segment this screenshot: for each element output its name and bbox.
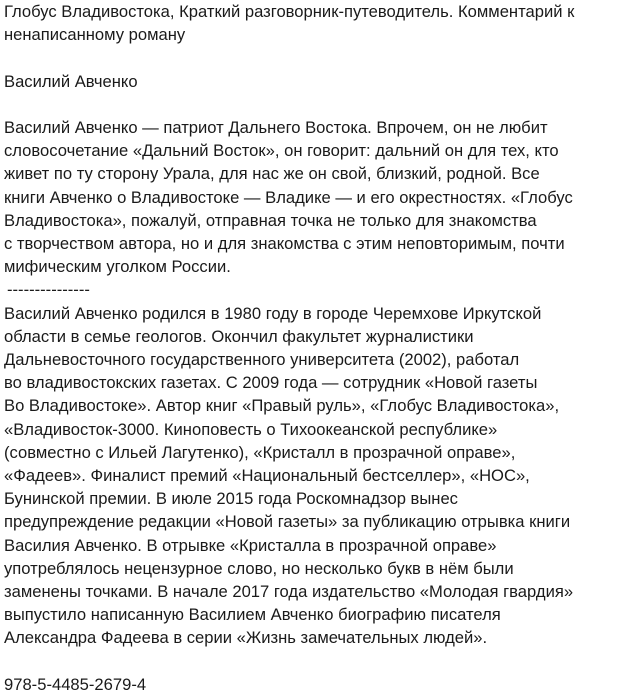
bio-line: заменены точками. В начале 2017 года издательство «Молодая гвардия» <box>4 582 574 602</box>
book-title <box>4 0 628 46</box>
author-name <box>4 70 628 93</box>
annotation-line: словосочетание «Дальний Восток», он говорит: дальний он для тех, кто <box>4 141 559 161</box>
title-line: ненаписанному роману <box>4 25 186 45</box>
annotation-line: с творчеством автора, но и для знакомства с этим неповторимым, почти <box>4 234 565 253</box>
isbn <box>4 673 628 696</box>
spacer <box>4 46 628 69</box>
annotation-line: живет по ту сторону Урала, для нас же он свой, близкий, родной. Все <box>4 164 540 184</box>
document-body <box>4 0 628 696</box>
bio-line: предупреждение редакции «Новой газеты» за публикацию отрывка книги <box>4 512 571 532</box>
bio-line: «Владивосток-3000. Киноповесть о Тихоокеанской республике» <box>4 419 498 439</box>
bio-line: области в семье геологов. Окончил факультет журналистики <box>4 326 474 346</box>
section-separator <box>4 278 628 301</box>
annotation-paragraph <box>4 116 628 278</box>
annotation-line: мифическим уголком России. <box>4 257 231 277</box>
annotation-line: книги Авченко о Владивостоке — Владике — и его окрестностях. «Глобус <box>4 187 573 207</box>
bio-line: выпустило написанную Василием Авченко биографию писателя <box>4 605 501 625</box>
separator-line: --------------- <box>7 280 90 300</box>
bio-line: (совместно с Ильей Лагутенко), «Кристалл в прозрачной оправе», <box>4 442 516 462</box>
author-line: Василий Авченко <box>4 71 138 91</box>
title-line: Глобус Владивостока, Краткий разговорник-путеводитель. Комментарий к <box>4 2 575 21</box>
bio-line: во владивостокских газетах. С 2009 года — сотрудник «Новой газеты <box>4 373 538 393</box>
bio-line: Александра Фадеева в серии «Жизнь замечательных людей». <box>4 628 488 648</box>
bio-line: Дальневосточного государственного университета (2002), работал <box>4 350 520 370</box>
biography-paragraph <box>4 302 628 650</box>
bio-line: употреблялось нецензурное слово, но несколько букв в нём были <box>4 558 514 578</box>
bio-line: Во Владивостоке». Автор книг «Правый руль», «Глобус Владивостока», <box>4 396 560 416</box>
spacer <box>4 93 628 116</box>
annotation-line: Василий Авченко — патриот Дальнего Востока. Впрочем, он не любит <box>4 117 548 137</box>
bio-line: Василия Авченко. В отрывке «Кристалла в прозрачной оправе» <box>4 535 497 555</box>
spacer <box>4 650 628 673</box>
bio-line: Василий Авченко родился в 1980 году в городе Черемхове Иркутской <box>4 303 542 323</box>
isbn-line: 978-5-4485-2679-4 <box>4 674 147 694</box>
annotation-line: Владивостока», пожалуй, отправная точка не только для знакомства <box>4 210 537 230</box>
bio-line: «Фадеев». Финалист премий «Национальный бестселлер», «НОС», <box>4 466 530 486</box>
bio-line: Бунинской премии. В июле 2015 года Роскомнадзор вынес <box>4 489 458 509</box>
